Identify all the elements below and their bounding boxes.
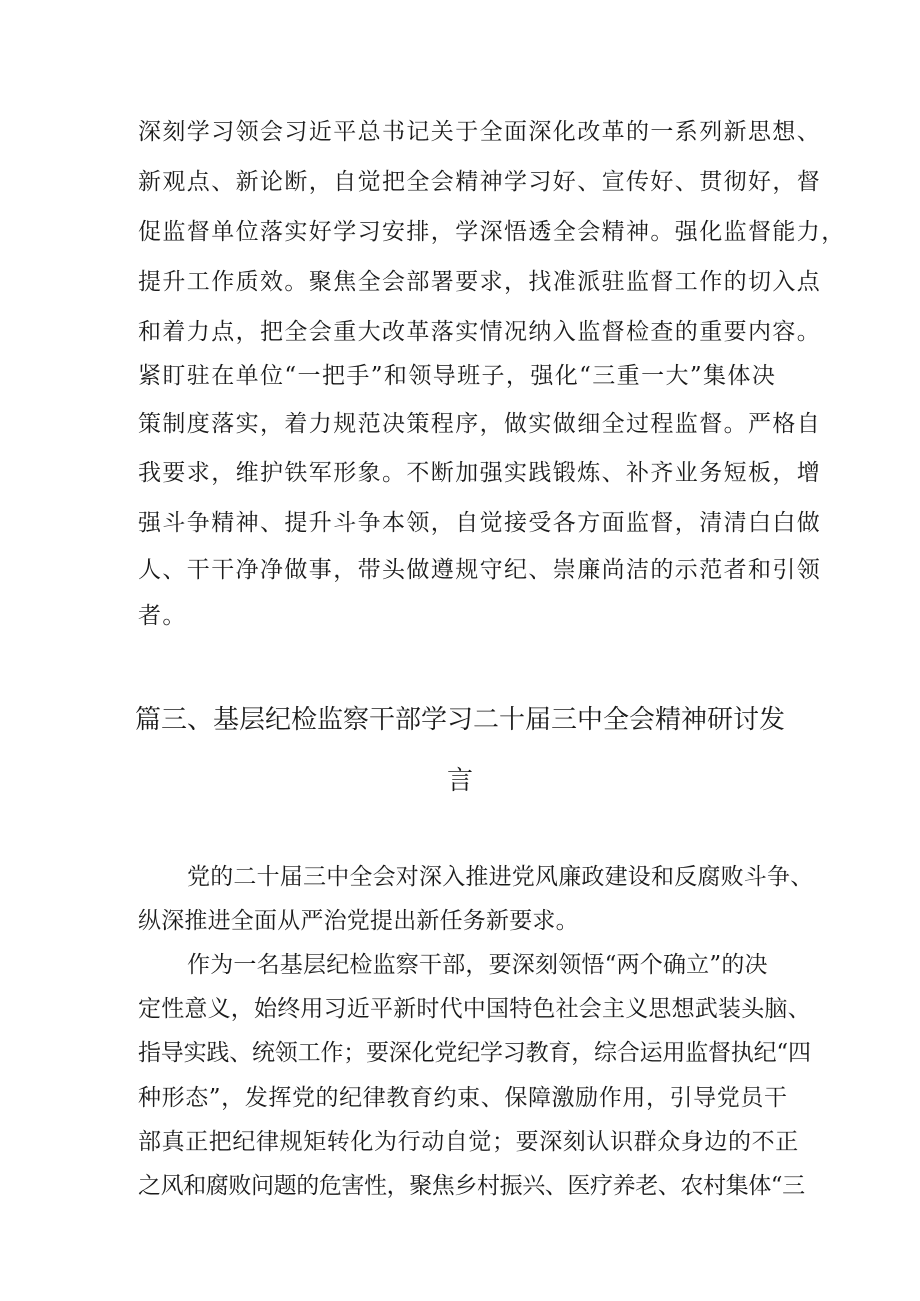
paragraph-line: 定性意义，始终用习近平新时代中国特色社会主义思想武装头脑、 — [138, 996, 811, 1022]
section-title: 篇三、基层纪检监察干部学习二十届三中全会精神研讨发 — [134, 705, 785, 735]
paragraph-line: 紧盯驻在单位“一把手”和领导班子，强化“三重一大”集体决 — [138, 363, 777, 389]
paragraph-line: 指导实践、统领工作；要深化党纪学习教育，综合运用监督执纪“四 — [138, 1040, 811, 1066]
paragraph-line: 促监督单位落实好学习安排，学深悟透全会精神。强化监督能力， — [138, 219, 846, 245]
paragraph-line: 新观点、新论断，自觉把全会精神学习好、宣传好、贯彻好，督 — [138, 169, 822, 195]
paragraph-line: 部真正把纪律规矩转化为行动自觉；要深刻认识群众身边的不正 — [138, 1129, 799, 1155]
paragraph-line: 人、干干净净做事，带头做遵规守纪、崇廉尚洁的示范者和引领 — [138, 557, 822, 583]
paragraph-line: 纵深推进全面从严治党提出新任务新要求。 — [138, 908, 579, 934]
paragraph-line: 者。 — [138, 603, 187, 629]
paragraph-line: 策制度落实，着力规范决策程序，做实做细全过程监督。严格自 — [138, 411, 822, 437]
paragraph-line: 深刻学习领会习近平总书记关于全面深化改革的一系列新思想、 — [138, 119, 822, 145]
paragraph-line: 我要求，维护铁军形象。不断加强实践锻炼、补齐业务短板，增 — [138, 460, 822, 486]
paragraph-line: 作为一名基层纪检监察干部，要深刻领悟“两个确立”的决 — [187, 952, 768, 978]
paragraph-line: 党的二十届三中全会对深入推进党风廉政建设和反腐败斗争、 — [187, 864, 814, 890]
paragraph-line: 和着力点，把全会重大改革落实情况纳入监督检查的重要内容。 — [138, 319, 822, 345]
paragraph-line: 强斗争精神、提升斗争本领，自觉接受各方面监督，清清白白做 — [138, 510, 822, 536]
paragraph-line: 种形态”，发挥党的纪律教育约束、保障激励作用，引导党员干 — [138, 1085, 788, 1111]
paragraph-line: 提升工作质效。聚焦全会部署要求，找准派驻监督工作的切入点 — [138, 269, 822, 295]
paragraph-line: 之风和腐败问题的危害性，聚焦乡村振兴、医疗养老、农村集体“三 — [138, 1173, 805, 1199]
section-title-continued: 言 — [446, 766, 473, 796]
